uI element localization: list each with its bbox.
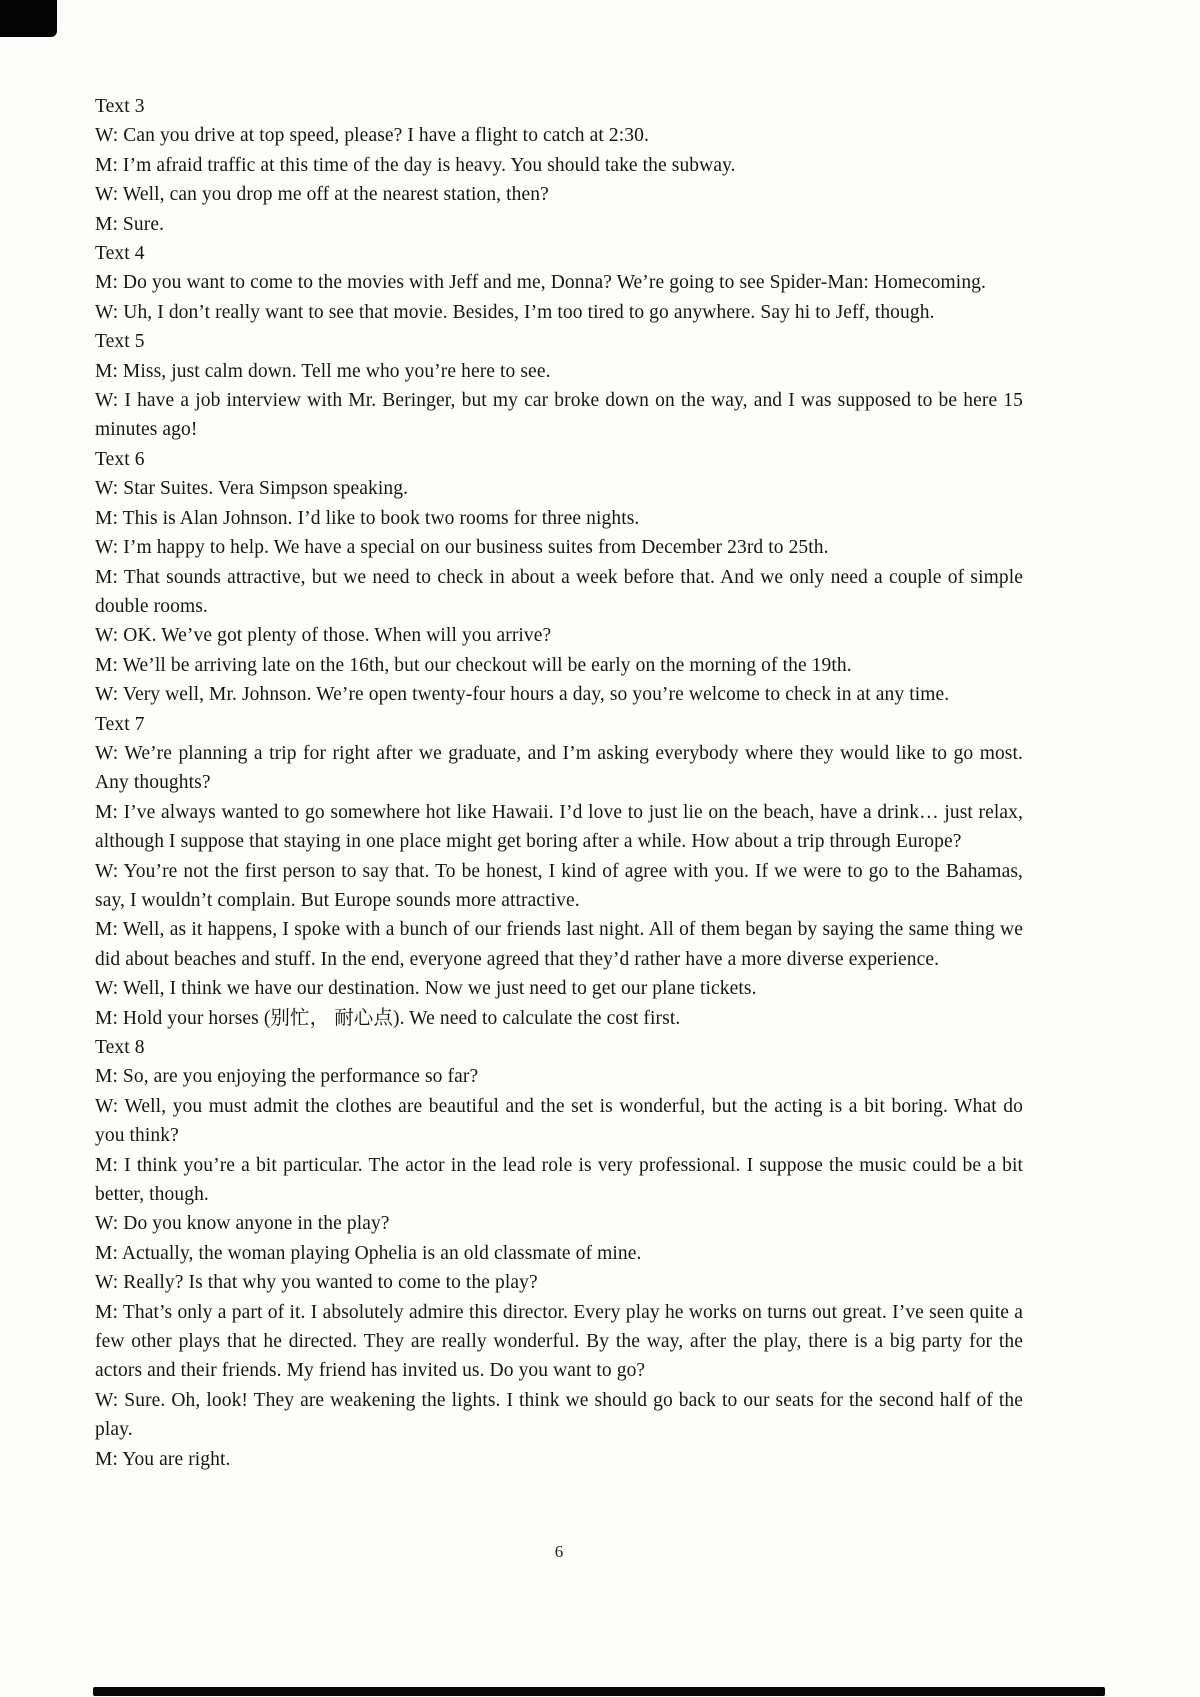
transcript-line: W: Sure. Oh, look! They are weakening the lights. I think we should go back to our seats for the second half of the play. <box>95 1389 1023 1441</box>
scan-artifact-bottom-bar <box>93 1687 1105 1696</box>
section-title: Text 4 <box>95 243 145 265</box>
transcript-line: W: I’m happy to help. We have a special on our business suites from December 23rd to 25th. <box>95 537 829 559</box>
transcript-line: M: I’ve always wanted to go somewhere hot like Hawaii. I’d love to just lie on the beach, have a drink… just relax, although I suppose that staying in one place might get boring after a while. How about a trip through Europe? <box>95 801 1023 853</box>
section-title: Text 7 <box>95 713 145 735</box>
section-title: Text 5 <box>95 331 145 353</box>
transcript-line: M: We’ll be arriving late on the 16th, but our checkout will be early on the morning of the 19th. <box>95 654 852 676</box>
transcript-line: M: That sounds attractive, but we need to check in about a week before that. And we only need a couple of simple double rooms. <box>95 566 1023 617</box>
transcript-line: W: Well, I think we have our destination. Now we just need to get our plane tickets. <box>95 978 757 1000</box>
transcript-line: M: This is Alan Johnson. I’d like to book two rooms for three nights. <box>95 507 640 529</box>
transcript-line: W: Uh, I don’t really want to see that movie. Besides, I’m too tired to go anywhere. Say hi to Jeff, though. <box>95 301 935 323</box>
transcript-line: M: I think you’re a bit particular. The actor in the lead role is very professional. I suppose the music could be a bit better, though. <box>95 1154 1023 1206</box>
transcript-line: W: OK. We’ve got plenty of those. When will you arrive? <box>95 625 552 647</box>
transcript-line: W: I have a job interview with Mr. Beringer, but my car broke down on the way, and I was supposed to be here 15 minutes ago! <box>95 390 1023 441</box>
transcript-line: M: I’m afraid traffic at this time of the day is heavy. You should take the subway. <box>95 154 736 176</box>
section-title: Text 3 <box>95 96 145 117</box>
transcript-line: W: Do you know anyone in the play? <box>95 1213 390 1235</box>
transcript-line: M: Actually, the woman playing Ophelia is an old classmate of mine. <box>95 1242 642 1264</box>
transcript <box>95 92 1023 1474</box>
transcript-line: M: That’s only a part of it. I absolutely admire this director. Every play he works on turns out great. I’ve seen quite a few other plays that he directed. They are really wonderful. By the way, after the play, there is a big party for the actors and their friends. My friend has invited us. Do you want to go? <box>95 1301 1023 1382</box>
transcript-line: W: Very well, Mr. Johnson. We’re open twenty-four hours a day, so you’re welcome to check in at any time. <box>95 684 950 706</box>
transcript-line: M: Well, as it happens, I spoke with a bunch of our friends last night. All of them began by saying the same thing we did about beaches and stuff. In the end, everyone agreed that they’d rather have a more diverse experience. <box>95 919 1023 970</box>
transcript-line: M: Hold your horses (别忙， 耐心点). We need to calculate the cost first. <box>95 1007 681 1029</box>
transcript-line: M: You are right. <box>95 1448 231 1470</box>
transcript-line: W: Well, you must admit the clothes are beautiful and the set is wonderful, but the acting is a bit boring. What do you think? <box>95 1095 1023 1147</box>
transcript-line: M: Sure. <box>95 213 165 235</box>
transcript-line: M: Do you want to come to the movies with Jeff and me, Donna? We’re going to see Spider-Man: Homecoming. <box>95 272 986 294</box>
scan-artifact-top-left <box>0 0 57 37</box>
transcript-line: W: Really? Is that why you wanted to come to the play? <box>95 1272 538 1294</box>
transcript-line: W: Star Suites. Vera Simpson speaking. <box>95 478 409 500</box>
transcript-line: W: Can you drive at top speed, please? I have a flight to catch at 2:30. <box>95 125 649 147</box>
section-title: Text 6 <box>95 448 145 470</box>
transcript-line: W: Well, can you drop me off at the nearest station, then? <box>95 184 549 206</box>
transcript-line: M: Miss, just calm down. Tell me who you’re here to see. <box>95 360 551 382</box>
transcript-line: W: We’re planning a trip for right after we graduate, and I’m asking everybody where they would like to go most. Any thoughts? <box>95 742 1023 794</box>
transcript-line: W: You’re not the first person to say that. To be honest, I kind of agree with you. If we were to go to the Bahamas, say, I wouldn’t complain. But Europe sounds more attractive. <box>95 860 1023 911</box>
page-number: 6 <box>554 1542 564 1561</box>
transcript-line: M: So, are you enjoying the performance so far? <box>95 1066 479 1088</box>
section-title: Text 8 <box>95 1037 145 1058</box>
